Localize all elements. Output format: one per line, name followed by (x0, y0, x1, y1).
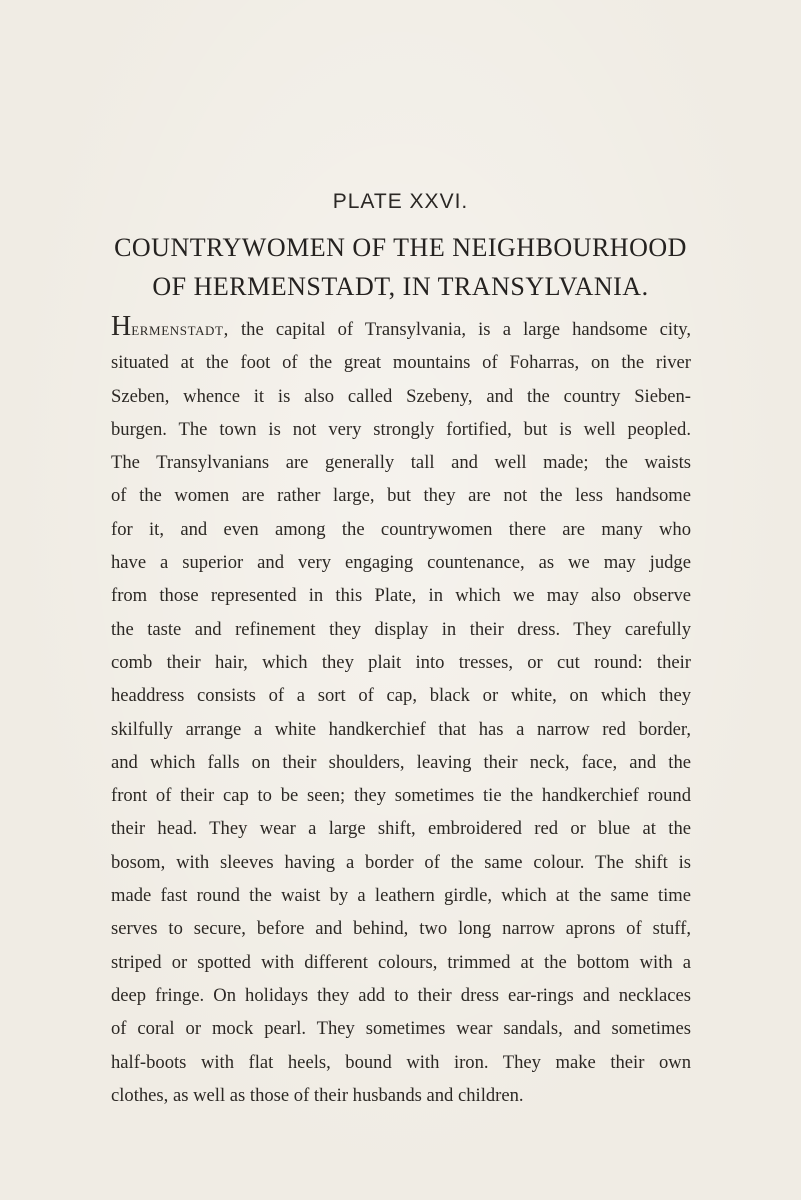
body-line: front of their cap to be seen; they sometimes tie the handkerchief round (111, 785, 691, 807)
body-line: situated at the foot of the great mountains of Foharras, on the river (111, 352, 691, 374)
body-line-1 (111, 313, 691, 346)
body-line: for it, and even among the countrywomen there are many who (111, 518, 691, 540)
body-line: The Transylvanians are generally tall and well made; the waists (111, 452, 691, 474)
opening-word: ermenstadt, (131, 319, 229, 340)
title-line-2: OF HERMENSTADT, IN TRANSYLVANIA. (152, 272, 649, 301)
body-line: comb their hair, which they plait into tresses, or cut round: their (111, 651, 691, 673)
body-line: have a superior and very engaging countenance, as we may judge (111, 552, 691, 574)
body-line: headdress consists of a sort of cap, black or white, on which they (111, 685, 691, 707)
body-line: made fast round the waist by a leathern girdle, which at the same time (111, 885, 691, 907)
body-line: of the women are rather large, but they are not the less handsome (111, 485, 691, 507)
body-paragraph (111, 313, 691, 1112)
drop-cap: H (111, 311, 132, 342)
plate-number: PLATE XXVI. (332, 190, 469, 213)
body-line: burgen. The town is not very strongly fortified, but is well peopled. (111, 418, 691, 440)
title-line-1: COUNTRYWOMEN OF THE NEIGHBOURHOOD (114, 233, 687, 262)
body-line: and which falls on their shoulders, leaving their neck, face, and the (111, 751, 691, 773)
body-line: from those represented in this Plate, in which we may also observe (111, 585, 691, 607)
body-line: skilfully arrange a white handkerchief that has a narrow red border, (111, 718, 691, 740)
body-line: of coral or mock pearl. They sometimes wear sandals, and sometimes (111, 1018, 691, 1040)
body-line: striped or spotted with different colours, trimmed at the bottom with a (111, 951, 691, 973)
body-line: their head. They wear a large shift, embroidered red or blue at the (111, 818, 691, 840)
body-line: Szeben, whence it is also called Szebeny, and the country Sieben- (111, 385, 691, 407)
body-line: serves to secure, before and behind, two long narrow aprons of stuff, (111, 918, 691, 940)
body-line: the taste and refinement they display in their dress. They carefully (111, 618, 691, 640)
body-line-1-text: the capital of Transylvania, is a large handsome city, (241, 319, 691, 340)
body-line: clothes, as well as those of their husbands and children. (111, 1084, 524, 1106)
body-line: half-boots with flat heels, bound with iron. They make their own (111, 1051, 691, 1073)
body-line: deep fringe. On holidays they add to their dress ear-rings and necklaces (111, 984, 691, 1006)
page-title (0, 228, 801, 306)
body-line: bosom, with sleeves having a border of the same colour. The shift is (111, 851, 691, 873)
